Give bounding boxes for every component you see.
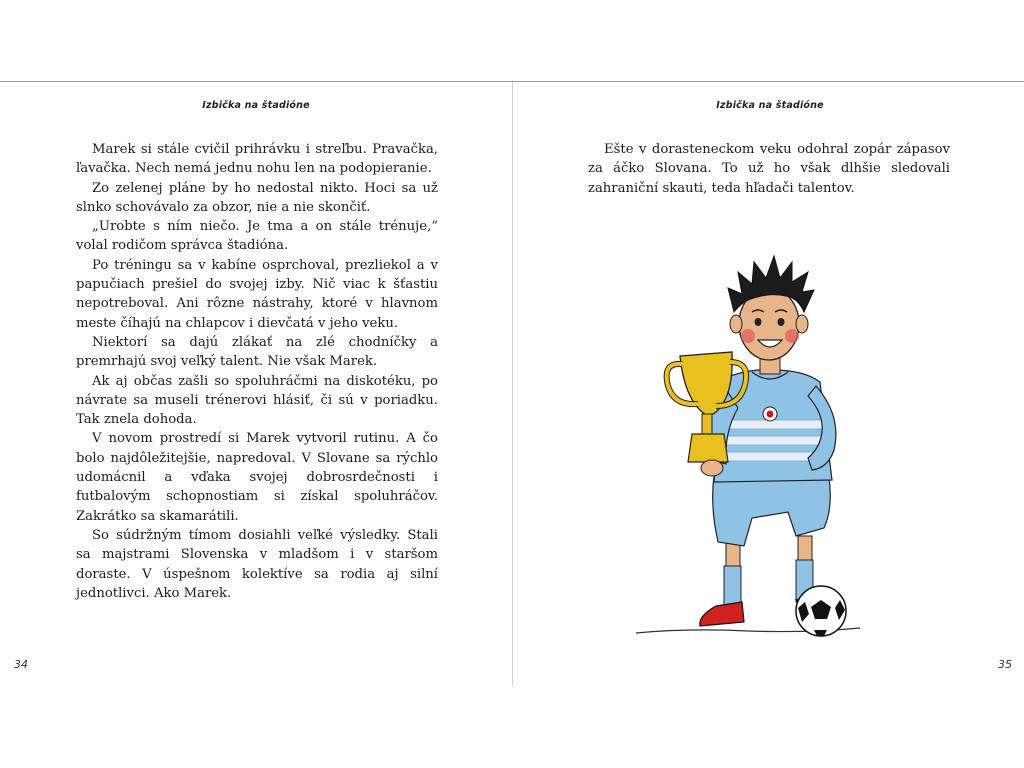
paragraph: So súdržným tímom dosiahli veľké výsledky. Stali sa majstrami Slovenska v mladšom i v staršom doraste. V úspešnom kolektíve sa rodia aj silní jednotlivci. Ako Marek. [76, 527, 438, 601]
right-page-text [588, 140, 950, 198]
book-spine [512, 82, 513, 686]
page-number-left: 34 [14, 658, 28, 671]
paragraph: Ešte v dorasteneckom veku odohral zopár zápasov za áčko Slovana. To už ho však dlhšie sledovali zahraniční skauti, teda hľadači talentov. [588, 142, 950, 196]
running-head-right: Izbička na štadióne [716, 100, 824, 111]
running-head-left: Izbička na štadióne [202, 100, 310, 111]
paragraph: V novom prostredí si Marek vytvoril rutinu. A čo bolo najdôležitejšie, napredoval. V Slovane sa rýchlo udomácnil a vďaka svojej dobrosrdečnosti i futbalovým schopnostiam si získal spoluhráčov. Zakrátko sa skamarátili. [76, 431, 438, 524]
paragraph: Niektorí sa dajú zlákať na zlé chodníčky a premrhajú svoj veľký talent. Nie však Marek. [76, 334, 438, 370]
page-number-right: 35 [998, 658, 1012, 671]
paragraph: „Urobte s ním niečo. Je tma a on stále trénuje,“ volal rodičom správca štadióna. [76, 219, 438, 254]
football-icon [796, 586, 846, 636]
left-page-text [76, 140, 438, 603]
paragraph: Marek si stále cvičil prihrávku i streľbu. Pravačka, ľavačka. Nech nemá jednu nohu len na podopieranie. [76, 142, 438, 177]
football-player-illustration [628, 236, 868, 646]
paragraph: Po tréningu sa v kabíne osprchoval, prezliekol a v papučiach prešiel do svojej izby. Nič viac k šťastiu nepotreboval. Ani rôzne nástrahy, ktoré v hlavnom meste číhajú na chlapcov i dievčatá v jeho veku. [76, 257, 438, 331]
paragraph: Ak aj občas zašli so spoluhráčmi na diskotéku, po návrate sa museli trénerovi hlásiť, či sú v poriadku. Tak znela dohoda. [76, 373, 438, 428]
paragraph: Zo zelenej pláne by ho nedostal nikto. Hoci sa už slnko schovávalo za obzor, nie a nie skončiť. [76, 180, 438, 215]
